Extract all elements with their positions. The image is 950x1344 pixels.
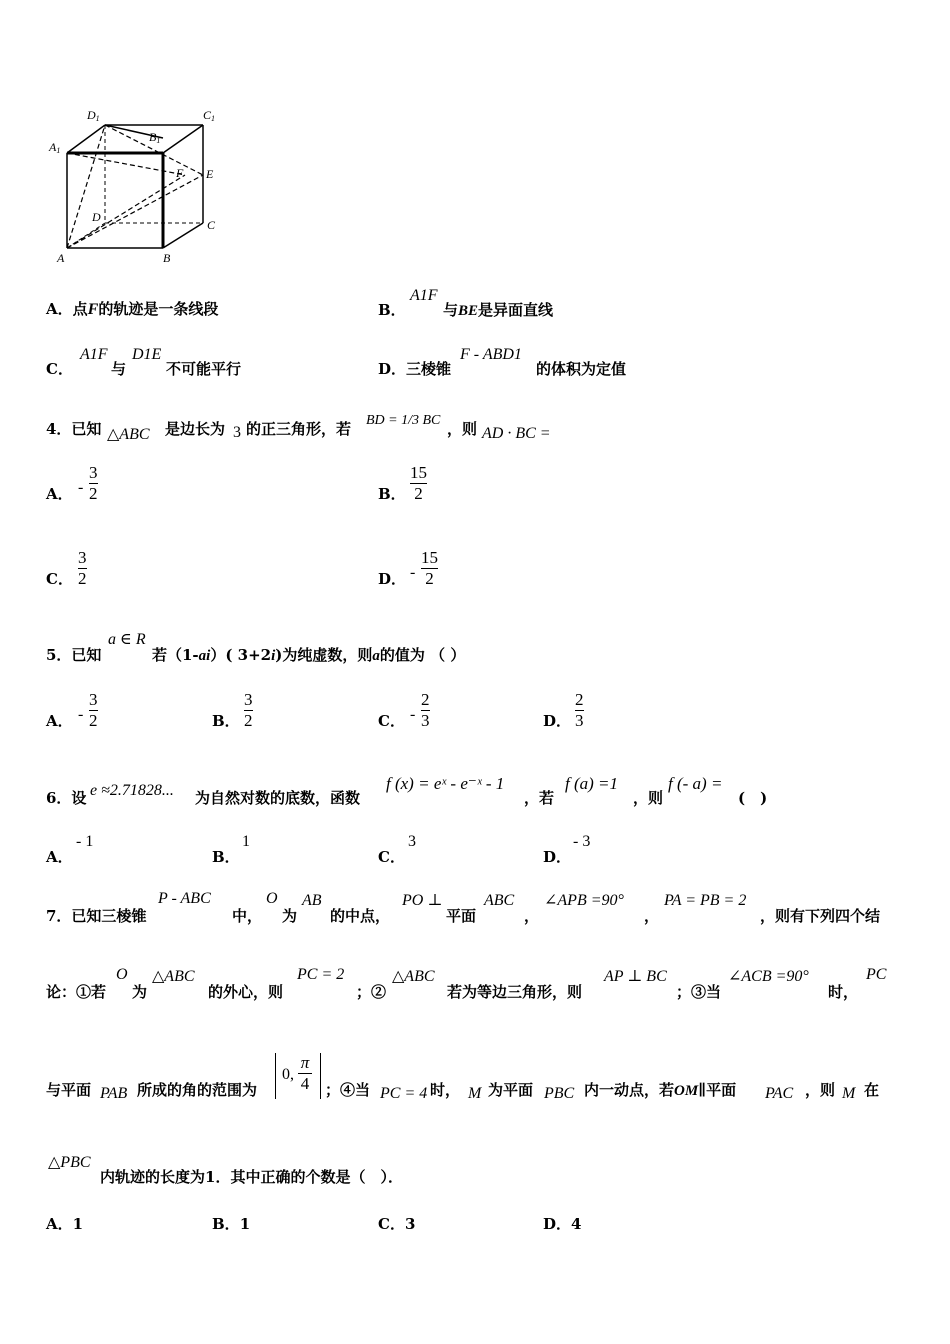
- minus-sign: -: [78, 479, 84, 496]
- option-letter: C．: [46, 570, 73, 588]
- q7-text: 与平面: [46, 1081, 92, 1099]
- q7-text: ，: [644, 907, 660, 925]
- denominator: 2: [425, 569, 434, 588]
- dashed-a-d1: [67, 125, 105, 248]
- q7-triangle-pbc: △PBC: [48, 1154, 91, 1171]
- q7-abc: ABC: [484, 892, 515, 909]
- q7-plane-pab: PAB: [100, 1085, 128, 1102]
- q7-plane-pbc: PBC: [544, 1085, 575, 1102]
- option-letter: B．: [378, 301, 406, 319]
- option-letter: C．: [378, 712, 405, 730]
- q7-text: ，则有下列四个结: [760, 907, 881, 925]
- q7-pc: PC: [866, 966, 887, 983]
- q7-m: M: [842, 1085, 856, 1102]
- numerator: 15: [421, 548, 438, 567]
- q7-text: 时，: [430, 1081, 461, 1099]
- q7-text: 时，: [828, 983, 859, 1001]
- q4-number: 4．已知: [46, 420, 102, 438]
- q7-option[interactable]: A．1: [46, 1215, 84, 1233]
- option-letter: B．: [212, 712, 240, 730]
- q4-vector-bd: BD = 1/3 BC: [366, 413, 441, 428]
- q7-question: 内轨迹的长度为1．其中正确的个数是（ ）．: [100, 1168, 403, 1186]
- fraction: [89, 463, 98, 504]
- edge-a1-d1: [67, 125, 105, 153]
- q7-text: 为: [282, 907, 298, 925]
- q3-option-d[interactable]: D．三棱锥: [378, 360, 452, 378]
- q3c-math1: A1F: [80, 346, 108, 363]
- option-text: 点: [72, 300, 88, 318]
- q7-range-fraction: π 4: [298, 1053, 312, 1094]
- q3c-math2: D1E: [132, 346, 162, 363]
- q5-text: 若（1-ai）( 3+2i)为纯虚数，则a的值为 （ ）: [152, 646, 466, 664]
- q3-option-b-text: 与BE是异面直线: [443, 301, 554, 319]
- q7-triangle-abc-2: △ABC: [392, 968, 435, 985]
- edge-b1-c1: [163, 125, 203, 153]
- denominator: 2: [244, 711, 253, 730]
- option-text: 的轨迹是一条线段: [98, 300, 219, 318]
- option-letter: D．: [378, 570, 407, 588]
- dashed-a1-f: [67, 153, 185, 175]
- q6-text: ，则: [633, 789, 664, 807]
- q4-text: 是边长为: [165, 420, 226, 438]
- fraction: [410, 463, 427, 504]
- q7-text: 中，: [232, 907, 263, 925]
- option-letter: D．: [543, 712, 572, 730]
- q7-pa-pb: PA = PB = 2: [664, 892, 747, 909]
- q7-option[interactable]: B．1: [212, 1215, 251, 1233]
- label-c1: C1: [203, 108, 216, 123]
- label-b: B: [163, 251, 171, 265]
- q6-function: f (x) = eˣ - e⁻ˣ - 1: [386, 774, 505, 793]
- label-e: E: [206, 167, 214, 181]
- q3-option-c[interactable]: C．: [46, 360, 73, 378]
- option-letter[interactable]: C．: [378, 848, 405, 866]
- option-letter: B．: [378, 485, 406, 503]
- label-d: D: [92, 210, 101, 224]
- numerator: 2: [575, 690, 584, 709]
- q7-option[interactable]: C．3: [378, 1215, 416, 1233]
- q6-e-value: e ≈2.71828...: [90, 782, 174, 799]
- option-value: - 3: [573, 833, 591, 850]
- q6-text: ，若: [524, 789, 555, 807]
- q4-text: ，则: [447, 420, 478, 438]
- q7-ap-perp-bc: AP ⊥ BC: [604, 968, 667, 985]
- numerator: 3: [89, 463, 98, 482]
- q3d-rest: 的体积为定值: [536, 360, 627, 378]
- option-letter[interactable]: D．: [543, 848, 572, 866]
- q7-text: 为: [132, 983, 148, 1001]
- fraction: [575, 690, 584, 731]
- option-value: - 1: [76, 833, 94, 850]
- denominator: 3: [575, 711, 584, 730]
- q7-option[interactable]: D．4: [543, 1215, 582, 1233]
- fraction: [78, 548, 87, 589]
- q7-text: 所成的角的范围为: [137, 1081, 258, 1099]
- option-value: 3: [408, 833, 416, 850]
- minus-sign: -: [410, 706, 416, 723]
- denominator: 2: [89, 711, 98, 730]
- q5-condition: a ∈ R: [108, 631, 146, 648]
- q4-dot-product: AD · BC =: [482, 425, 551, 442]
- q7-conclusion-1: 论：①若: [46, 983, 107, 1001]
- numerator: 3: [78, 548, 87, 567]
- q6-paren: ( ): [738, 789, 768, 807]
- fraction: [244, 690, 253, 731]
- edge-b-c: [163, 223, 203, 248]
- option-letter: A．: [46, 712, 73, 730]
- q7-text: 在: [864, 1081, 880, 1099]
- label-f: F: [176, 166, 184, 180]
- q7-o: O: [266, 890, 278, 907]
- q3d-math: F - ABD1: [460, 346, 522, 363]
- q7-range-zero: 0,: [282, 1066, 294, 1083]
- denominator: 2: [414, 484, 423, 503]
- option-value: 1: [242, 833, 250, 850]
- option-letter[interactable]: A．: [46, 848, 73, 866]
- fraction: [421, 548, 438, 589]
- q7-conclusion-3: ；③当: [676, 983, 722, 1001]
- q7-text: 内一动点，若OM∥平面: [584, 1081, 737, 1099]
- q3b-math: A1F: [410, 287, 438, 304]
- fraction: [421, 690, 430, 731]
- q7-ab: AB: [302, 892, 322, 909]
- minus-sign: -: [410, 564, 416, 581]
- hidden-edge-a-d: [67, 223, 105, 248]
- q3c-rest: 不可能平行: [166, 360, 242, 378]
- denominator: 2: [78, 569, 87, 588]
- q7-o: O: [116, 966, 128, 983]
- minus-sign: -: [78, 706, 84, 723]
- q6-text: 为自然对数的底数，函数: [195, 789, 361, 807]
- q4-text: 的正三角形，若: [246, 420, 352, 438]
- label-d1: D1: [87, 108, 100, 123]
- q7-text: 平面: [446, 907, 477, 925]
- q7-po: PO ⊥: [402, 892, 443, 909]
- q7-conclusion-2: ；②: [356, 983, 387, 1001]
- numerator: 15: [410, 463, 427, 482]
- fraction: [89, 690, 98, 731]
- label-c: C: [207, 218, 216, 232]
- dashed-a-e: [67, 175, 203, 248]
- q7-text: 的中点，: [330, 907, 391, 925]
- q6-fa: f (a) =1: [565, 774, 619, 793]
- cube-figure: [45, 105, 225, 265]
- q7-number: 7．已知三棱锥: [46, 907, 147, 925]
- option-letter[interactable]: B．: [212, 848, 240, 866]
- q3-option-b[interactable]: [378, 299, 406, 320]
- option-letter: A．: [46, 485, 73, 503]
- dashed-a-f: [67, 175, 185, 248]
- q3-option-a[interactable]: [46, 298, 218, 319]
- q7-text: 若为等边三角形，则: [447, 983, 583, 1001]
- q7-text: 为平面: [488, 1081, 534, 1099]
- q4-side: 3: [233, 424, 241, 441]
- q7-text: ，则: [805, 1081, 836, 1099]
- q7-triangle-abc: △ABC: [152, 968, 195, 985]
- q7-p-abc: P - ABC: [158, 890, 211, 907]
- q4-triangle: △ABC: [107, 426, 150, 443]
- q7-pc-4: PC = 4: [380, 1085, 428, 1102]
- label-a: A: [57, 251, 65, 265]
- option-letter: A．: [46, 300, 73, 318]
- q7-angle-acb: ∠ACB =90°: [728, 968, 809, 985]
- math-var: F: [87, 301, 99, 318]
- q7-angle-apb: ∠APB =90°: [544, 892, 624, 909]
- denominator: 2: [89, 484, 98, 503]
- numerator: 2: [421, 690, 430, 709]
- label-b1: B1: [149, 130, 161, 145]
- q7-m: M: [468, 1085, 482, 1102]
- q7-text: 的外心，则: [208, 983, 284, 1001]
- q7-conclusion-4: ；④当: [325, 1081, 371, 1099]
- q5-number: 5．已知: [46, 646, 102, 664]
- label-a1: A1: [49, 140, 61, 155]
- q7-text: ，: [524, 907, 540, 925]
- q6-number: 6．设: [46, 789, 87, 807]
- q6-fna: f (- a) =: [668, 774, 723, 793]
- q7-pc-2: PC = 2: [297, 966, 345, 983]
- q7-plane-pac: PAC: [765, 1085, 794, 1102]
- denominator: 3: [421, 711, 430, 730]
- numerator: 3: [89, 690, 98, 709]
- numerator: 3: [244, 690, 253, 709]
- q3c-mid: 与: [111, 360, 127, 378]
